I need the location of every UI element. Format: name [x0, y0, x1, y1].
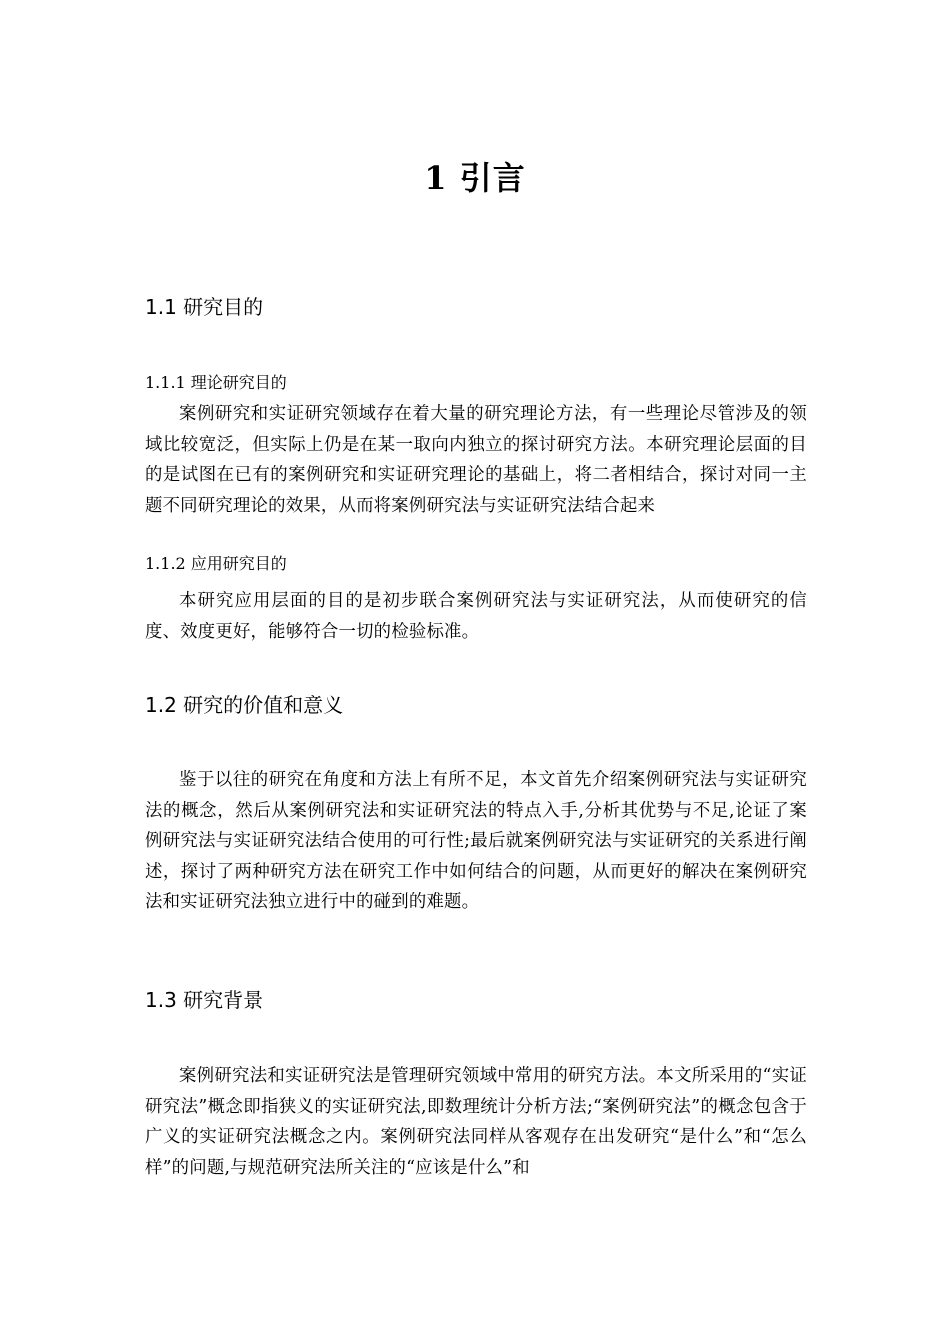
subsection-heading-1-1-1: 1.1.1 理论研究目的	[145, 373, 287, 392]
subsection-heading-1-1-2: 1.1.2 应用研究目的	[145, 554, 287, 573]
section-heading-1-1: 1.1 研究目的	[145, 295, 264, 319]
chapter-title: 1 引言	[424, 159, 526, 197]
section-heading-1-3: 1.3 研究背景	[145, 988, 264, 1012]
paragraph-research-background: 案例研究法和实证研究法是管理研究领域中常用的研究方法。本文所采用的“实证研究法”概念即指狭义的实证研究法,即数理统计分析方法;“案例研究法”的概念包含于广义的实证研究法概念之内。案例研究法同样从客观存在出发研究“是什么”和“怎么样”的问题,与规范研究法所关注的“应该是什么”和	[145, 1066, 807, 1178]
paragraph-application-purpose: 本研究应用层面的目的是初步联合案例研究法与实证研究法，从而使研究的信度、效度更好，能够符合一切的检验标准。	[145, 591, 807, 642]
paragraph-value-significance: 鉴于以往的研究在角度和方法上有所不足，本文首先介绍案例研究法与实证研究法的概念，然后从案例研究法和实证研究法的特点入手,分析其优势与不足,论证了案例研究法与实证研究法结合使用的可行性;最后就案例研究法与实证研究的关系进行阐述，探讨了两种研究方法在研究工作中如何结合的问题，从而更好的解决在案例研究法和实证研究法独立进行中的碰到的难题。	[145, 770, 807, 912]
section-heading-1-2: 1.2 研究的价值和意义	[145, 693, 344, 717]
paragraph-theory-purpose: 案例研究和实证研究领域存在着大量的研究理论方法，有一些理论尽管涉及的领域比较宽泛，但实际上仍是在某一取向内独立的探讨研究方法。本研究理论层面的目的是试图在已有的案例研究和实证研究理论的基础上，将二者相结合，探讨对同一主题不同研究理论的效果，从而将案例研究法与实证研究法结合起来	[145, 404, 807, 516]
